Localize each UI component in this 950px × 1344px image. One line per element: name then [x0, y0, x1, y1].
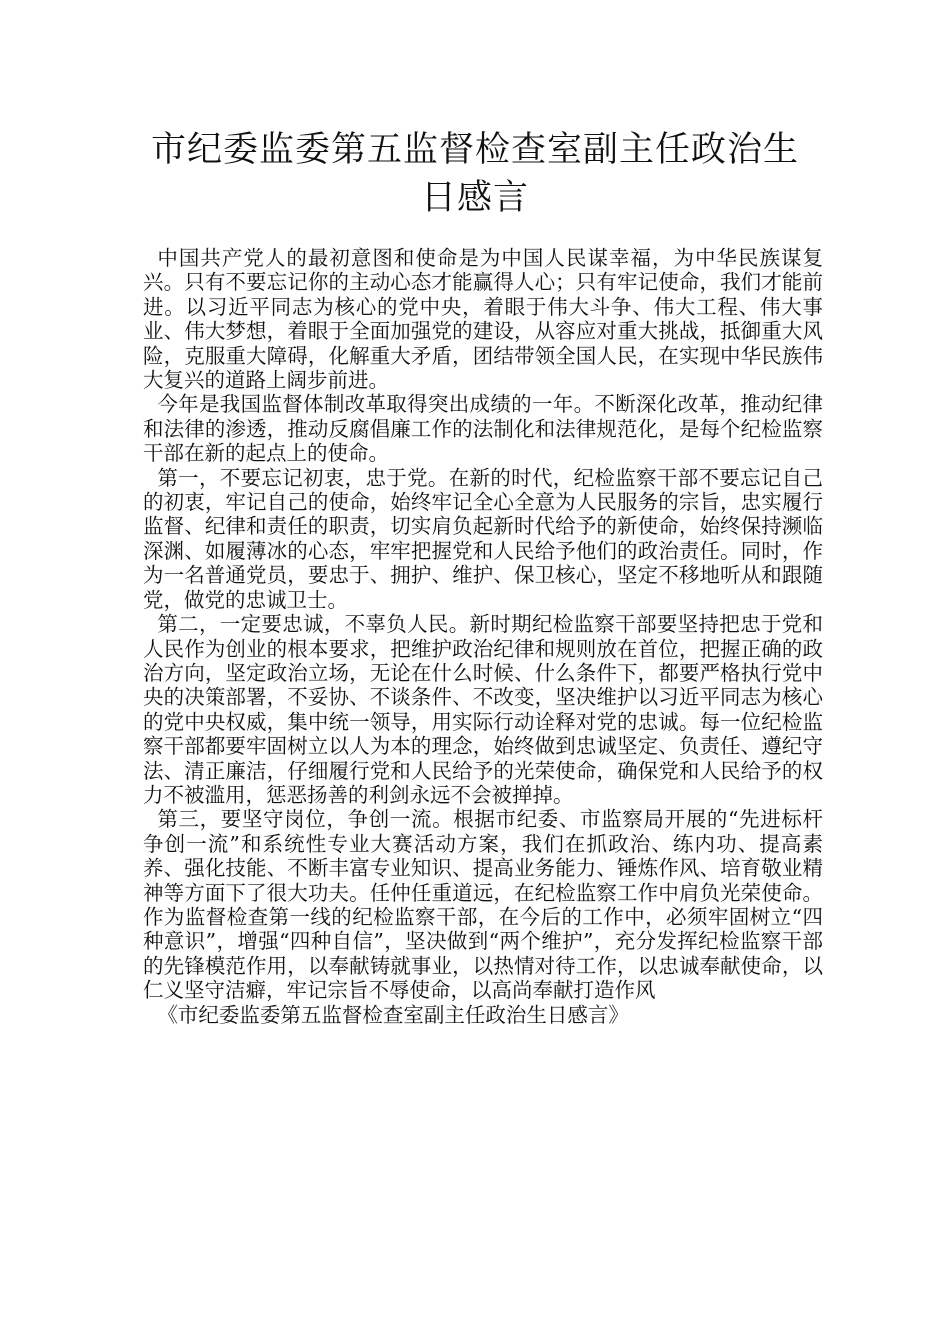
paragraph-third: 第三，要坚守岗位，争创一流。根据市纪委、市监察局开展的“先进标杆争创一流”和系统性专业大赛活动方案，我们在抓政治、练内功、提高素养、强化技能、不断丰富专业知识、提高业务能力、锤炼作风、培育敬业精神等方面下了很大功夫。任仲任重道远，在纪检监察工作中肩负光荣使命。作为监督检查第一线的纪检监察干部，在今后的工作中，必须牢固树立“四种意识”，增强“四种自信”，坚决做到“两个维护”，充分发挥纪检监察干部的先锋模范作用，以奉献铸就事业，以热情对待工作，以忠诚奉献使命，以仁义坚守洁癖，牢记宗旨不辱使命，以高尚奉献打造作风 — [143, 807, 823, 1003]
title-line-1: 市纪委监委第五监督检查室副主任政治生 — [150, 130, 799, 170]
paragraph-first: 第一，不要忘记初衷，忠于党。在新的时代，纪检监察干部不要忘记自己的初衷，牢记自己的使命，始终牢记全心全意为人民服务的宗旨，忠实履行监督、纪律和责任的职责，切实肩负起新时代给予的新使命，始终保持濒临深渊、如履薄冰的心态，牢牢把握党和人民给予他们的政治责任。同时，作为一名普通党员，要忠于、拥护、维护、保卫核心，坚定不移地听从和跟随党，做党的忠诚卫士。 — [143, 465, 823, 612]
paragraph-closing-title: 《市纪委监委第五监督检查室副主任政治生日感言》 — [157, 1002, 629, 1027]
paragraph-second: 第二，一定要忠诚，不辜负人民。新时期纪检监察干部要坚持把忠于党和人民作为创业的根本要求，把维护政治纪律和规则放在首位，把握正确的政治方向，坚定政治立场，无论在什么时候、什么条件下，都要严格执行党中央的决策部署，不妥协、不谈条件、不改变，坚决维护以习近平同志为核心的党中央权威，集中统一领导，用实际行动诠释对党的忠诚。每一位纪检监察干部都要牢固树立以人为本的理念，始终做到忠诚坚定、负责任、遵纪守法、清正廉洁，仔细履行党和人民给予的光荣使命，确保党和人民给予的权力不被滥用，惩恶扬善的利剑永远不会被掸掉。 — [143, 612, 823, 807]
document-title — [100, 126, 850, 222]
document-body — [143, 246, 823, 1027]
paragraph-intro: 中国共产党人的最初意图和使命是为中国人民谋幸福，为中华民族谋复兴。只有不要忘记你的主动心态才能赢得人心；只有牢记使命，我们才能前进。以习近平同志为核心的党中央，着眼于伟大斗争、伟大工程、伟大事业、伟大梦想，着眼于全面加强党的建设，从容应对重大挑战，抵御重大风险，克服重大障碍，化解重大矛盾，团结带领全国人民，在实现中华民族伟大复兴的道路上阔步前进。 — [143, 246, 823, 393]
paragraph-reform: 今年是我国监督体制改革取得突出成绩的一年。不断深化改革，推动纪律和法律的渗透，推动反腐倡廉工作的法制化和法律规范化，是每个纪检监察干部在新的起点上的使命。 — [143, 392, 823, 466]
title-line-2: 日感言 — [420, 178, 529, 218]
